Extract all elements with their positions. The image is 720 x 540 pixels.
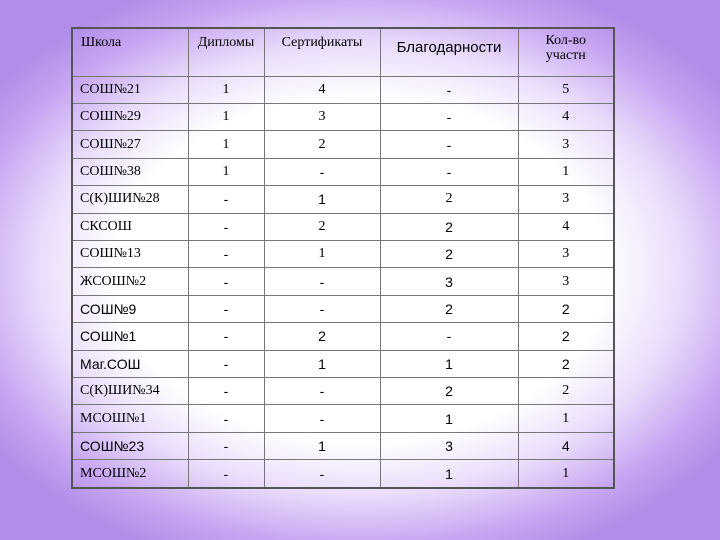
- table-row: [72, 131, 614, 158]
- cell-diplomas: -: [188, 432, 264, 459]
- cell-school: СОШ№21: [72, 76, 188, 103]
- cell-count: 1: [518, 405, 614, 432]
- table-row: [72, 158, 614, 185]
- cell-certificates: -: [264, 460, 380, 488]
- cell-count: 3: [518, 131, 614, 158]
- cell-thanks: -: [380, 76, 518, 103]
- cell-certificates: 1: [264, 432, 380, 459]
- cell-count: 1: [518, 158, 614, 185]
- cell-school: С(К)ШИ№34: [72, 377, 188, 404]
- header-participants: [518, 28, 614, 76]
- cell-diplomas: -: [188, 350, 264, 377]
- cell-school: СОШ№1: [72, 323, 188, 350]
- cell-diplomas: -: [188, 405, 264, 432]
- awards-table: [71, 27, 615, 489]
- cell-diplomas: -: [188, 186, 264, 213]
- cell-count: 3: [518, 240, 614, 267]
- table-row: [72, 350, 614, 377]
- cell-school: СКСОШ: [72, 213, 188, 240]
- cell-diplomas: 1: [188, 158, 264, 185]
- header-participants-line1: Кол-во: [545, 33, 587, 48]
- cell-certificates: 2: [264, 213, 380, 240]
- table-row: [72, 186, 614, 213]
- cell-diplomas: 1: [188, 103, 264, 130]
- cell-certificates: 2: [264, 323, 380, 350]
- cell-count: 3: [518, 186, 614, 213]
- cell-certificates: -: [264, 295, 380, 322]
- header-diplomas: Дипломы: [188, 28, 264, 76]
- cell-thanks: 2: [380, 377, 518, 404]
- cell-thanks: -: [380, 158, 518, 185]
- cell-school: СОШ№38: [72, 158, 188, 185]
- cell-certificates: 1: [264, 350, 380, 377]
- cell-thanks: 3: [380, 432, 518, 459]
- cell-thanks: 1: [380, 460, 518, 488]
- table-header-row: [72, 28, 614, 76]
- cell-thanks: -: [380, 323, 518, 350]
- cell-certificates: 2: [264, 131, 380, 158]
- table-row: [72, 405, 614, 432]
- header-certificates: Сертификаты: [264, 28, 380, 76]
- table-row: [72, 460, 614, 488]
- cell-thanks: -: [380, 103, 518, 130]
- cell-school: МСОШ№2: [72, 460, 188, 488]
- cell-thanks: 1: [380, 350, 518, 377]
- cell-count: 3: [518, 268, 614, 295]
- cell-certificates: -: [264, 158, 380, 185]
- cell-certificates: -: [264, 268, 380, 295]
- cell-school: МСОШ№1: [72, 405, 188, 432]
- cell-diplomas: 1: [188, 76, 264, 103]
- cell-thanks: 2: [380, 213, 518, 240]
- cell-thanks: 2: [380, 240, 518, 267]
- header-thanks: Благодарности: [380, 28, 518, 76]
- table-row: [72, 377, 614, 404]
- cell-diplomas: -: [188, 240, 264, 267]
- cell-school: С(К)ШИ№28: [72, 186, 188, 213]
- cell-school: СОШ№13: [72, 240, 188, 267]
- table-row: [72, 432, 614, 459]
- table-row: [72, 323, 614, 350]
- cell-school: ЖСОШ№2: [72, 268, 188, 295]
- cell-certificates: 1: [264, 240, 380, 267]
- cell-count: 2: [518, 323, 614, 350]
- cell-thanks: 2: [380, 295, 518, 322]
- cell-diplomas: -: [188, 268, 264, 295]
- cell-diplomas: -: [188, 213, 264, 240]
- cell-certificates: 3: [264, 103, 380, 130]
- cell-count: 1: [518, 460, 614, 488]
- header-participants-line2: участн: [545, 48, 586, 63]
- cell-diplomas: -: [188, 295, 264, 322]
- table-row: [72, 76, 614, 103]
- cell-school: Маг.СОШ: [72, 350, 188, 377]
- cell-diplomas: -: [188, 377, 264, 404]
- header-school: Школа: [72, 28, 188, 76]
- cell-school: СОШ№23: [72, 432, 188, 459]
- cell-diplomas: 1: [188, 131, 264, 158]
- cell-school: СОШ№9: [72, 295, 188, 322]
- table-row: [72, 268, 614, 295]
- cell-count: 2: [518, 295, 614, 322]
- cell-certificates: 1: [264, 186, 380, 213]
- table-row: [72, 213, 614, 240]
- cell-diplomas: -: [188, 323, 264, 350]
- cell-count: 2: [518, 350, 614, 377]
- cell-certificates: 4: [264, 76, 380, 103]
- table-row: [72, 295, 614, 322]
- cell-count: 5: [518, 76, 614, 103]
- table-row: [72, 240, 614, 267]
- cell-count: 4: [518, 103, 614, 130]
- cell-count: 4: [518, 213, 614, 240]
- cell-school: СОШ№27: [72, 131, 188, 158]
- cell-thanks: 2: [380, 186, 518, 213]
- cell-certificates: -: [264, 405, 380, 432]
- cell-count: 2: [518, 377, 614, 404]
- cell-diplomas: -: [188, 460, 264, 488]
- cell-count: 4: [518, 432, 614, 459]
- cell-thanks: -: [380, 131, 518, 158]
- table-row: [72, 103, 614, 130]
- cell-certificates: -: [264, 377, 380, 404]
- cell-thanks: 3: [380, 268, 518, 295]
- cell-thanks: 1: [380, 405, 518, 432]
- cell-school: СОШ№29: [72, 103, 188, 130]
